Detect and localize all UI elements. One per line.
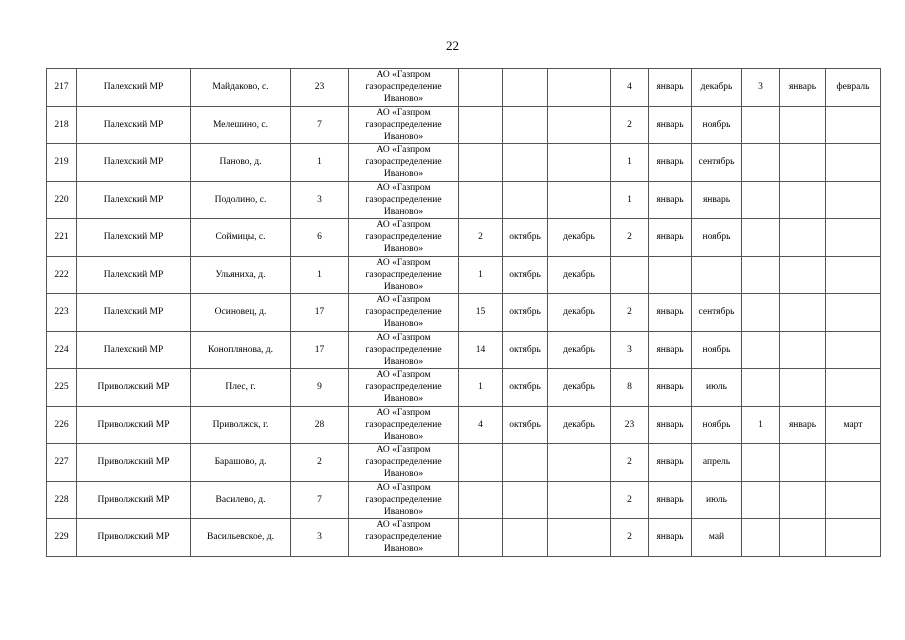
- stage3-end-cell: [826, 106, 881, 144]
- stage3-count-cell: [742, 256, 780, 294]
- table-row: [47, 294, 881, 332]
- row-number-cell: 217: [47, 69, 77, 107]
- operator-organization-cell: [349, 294, 459, 332]
- stage1-count-cell: [459, 519, 503, 557]
- operator-line: Иваново»: [383, 169, 424, 180]
- stage1-count-cell: 15: [459, 294, 503, 332]
- table-body: [47, 69, 881, 557]
- stage2-end-cell: сентябрь: [692, 144, 742, 182]
- row-number-cell: 219: [47, 144, 77, 182]
- operator-organization-cell: [349, 181, 459, 219]
- operator-line: Иваново»: [383, 206, 424, 217]
- operator-organization-cell: [349, 406, 459, 444]
- stage2-end-cell: ноябрь: [692, 219, 742, 257]
- table-row: [47, 144, 881, 182]
- table-row: [47, 181, 881, 219]
- operator-line: Иваново»: [383, 244, 424, 255]
- operator-line: АО «Газпром: [376, 107, 431, 118]
- stage2-start-cell: январь: [649, 144, 692, 182]
- row-number-cell: 220: [47, 181, 77, 219]
- stage1-end-cell: [548, 519, 611, 557]
- total-count-cell: 6: [291, 219, 349, 257]
- stage2-count-cell: 2: [611, 219, 649, 257]
- table-row: [47, 406, 881, 444]
- total-count-cell: 2: [291, 444, 349, 482]
- operator-line: Иваново»: [383, 506, 424, 517]
- total-count-cell: 3: [291, 181, 349, 219]
- stage2-end-cell: январь: [692, 181, 742, 219]
- stage3-start-cell: [780, 331, 826, 369]
- stage2-end-cell: ноябрь: [692, 406, 742, 444]
- operator-line: АО «Газпром: [376, 295, 431, 306]
- stage3-count-cell: [742, 294, 780, 332]
- stage3-count-cell: [742, 369, 780, 407]
- operator-line: газораспределение: [365, 532, 442, 543]
- stage2-start-cell: январь: [649, 219, 692, 257]
- total-count-cell: 7: [291, 481, 349, 519]
- stage3-end-cell: [826, 331, 881, 369]
- operator-line: газораспределение: [365, 157, 442, 168]
- page-number: 22: [446, 38, 459, 53]
- operator-line: Иваново»: [383, 319, 424, 330]
- settlement-name-cell: Плес, г.: [191, 369, 291, 407]
- stage2-end-cell: сентябрь: [692, 294, 742, 332]
- stage3-count-cell: [742, 181, 780, 219]
- operator-line: АО «Газпром: [376, 370, 431, 381]
- stage2-end-cell: [692, 256, 742, 294]
- stage2-count-cell: 2: [611, 519, 649, 557]
- stage1-start-cell: [503, 69, 548, 107]
- stage2-end-cell: ноябрь: [692, 106, 742, 144]
- district-name-cell: Палехский МР: [77, 106, 191, 144]
- stage1-count-cell: [459, 444, 503, 482]
- stage3-start-cell: [780, 219, 826, 257]
- stage1-end-cell: декабрь: [548, 256, 611, 294]
- row-number-cell: 228: [47, 481, 77, 519]
- stage1-end-cell: декабрь: [548, 406, 611, 444]
- operator-line: Иваново»: [383, 431, 424, 442]
- stage2-count-cell: 3: [611, 331, 649, 369]
- total-count-cell: 17: [291, 331, 349, 369]
- row-number-cell: 225: [47, 369, 77, 407]
- stage3-start-cell: [780, 519, 826, 557]
- stage3-start-cell: [780, 294, 826, 332]
- operator-line: Иваново»: [383, 94, 424, 105]
- stage3-end-cell: [826, 181, 881, 219]
- operator-line: газораспределение: [365, 269, 442, 280]
- row-number-cell: 226: [47, 406, 77, 444]
- stage3-end-cell: [826, 481, 881, 519]
- operator-line: газораспределение: [365, 419, 442, 430]
- stage1-end-cell: декабрь: [548, 294, 611, 332]
- operator-line: АО «Газпром: [376, 520, 431, 531]
- stage1-end-cell: [548, 481, 611, 519]
- table-row: [47, 256, 881, 294]
- stage1-end-cell: декабрь: [548, 369, 611, 407]
- stage1-end-cell: [548, 181, 611, 219]
- total-count-cell: 28: [291, 406, 349, 444]
- stage3-end-cell: [826, 294, 881, 332]
- operator-organization-cell: [349, 331, 459, 369]
- row-number-cell: 223: [47, 294, 77, 332]
- stage1-start-cell: [503, 181, 548, 219]
- stage1-count-cell: 14: [459, 331, 503, 369]
- operator-line: АО «Газпром: [376, 257, 431, 268]
- stage1-count-cell: 4: [459, 406, 503, 444]
- stage2-count-cell: 2: [611, 481, 649, 519]
- row-number-cell: 227: [47, 444, 77, 482]
- table-row: [47, 106, 881, 144]
- stage3-start-cell: январь: [780, 406, 826, 444]
- operator-organization-cell: [349, 481, 459, 519]
- operator-line: АО «Газпром: [376, 332, 431, 343]
- district-name-cell: Приволжский МР: [77, 519, 191, 557]
- settlement-name-cell: Коноплянова, д.: [191, 331, 291, 369]
- stage1-count-cell: [459, 481, 503, 519]
- district-name-cell: Приволжский МР: [77, 406, 191, 444]
- settlement-name-cell: Васильевское, д.: [191, 519, 291, 557]
- stage2-end-cell: май: [692, 519, 742, 557]
- operator-organization-cell: [349, 106, 459, 144]
- settlement-name-cell: Василево, д.: [191, 481, 291, 519]
- stage3-start-cell: январь: [780, 69, 826, 107]
- table-row: [47, 69, 881, 107]
- stage2-start-cell: январь: [649, 481, 692, 519]
- stage1-start-cell: [503, 106, 548, 144]
- stage1-end-cell: [548, 444, 611, 482]
- row-number-cell: 221: [47, 219, 77, 257]
- operator-line: АО «Газпром: [376, 482, 431, 493]
- stage2-start-cell: январь: [649, 369, 692, 407]
- stage1-count-cell: [459, 181, 503, 219]
- operator-line: АО «Газпром: [376, 445, 431, 456]
- table-row: [47, 481, 881, 519]
- operator-line: газораспределение: [365, 382, 442, 393]
- stage2-end-cell: ноябрь: [692, 331, 742, 369]
- stage1-count-cell: [459, 69, 503, 107]
- stage2-end-cell: декабрь: [692, 69, 742, 107]
- stage3-count-cell: [742, 331, 780, 369]
- stage2-start-cell: [649, 256, 692, 294]
- stage3-start-cell: [780, 369, 826, 407]
- district-name-cell: Палехский МР: [77, 69, 191, 107]
- stage2-count-cell: 2: [611, 444, 649, 482]
- stage3-end-cell: [826, 219, 881, 257]
- stage1-end-cell: [548, 144, 611, 182]
- district-name-cell: Палехский МР: [77, 181, 191, 219]
- stage3-start-cell: [780, 481, 826, 519]
- stage2-start-cell: январь: [649, 519, 692, 557]
- operator-line: АО «Газпром: [376, 220, 431, 231]
- stage1-count-cell: 2: [459, 219, 503, 257]
- stage1-start-cell: октябрь: [503, 369, 548, 407]
- stage3-end-cell: март: [826, 406, 881, 444]
- operator-organization-cell: [349, 444, 459, 482]
- stage1-count-cell: [459, 144, 503, 182]
- operator-line: газораспределение: [365, 119, 442, 130]
- stage3-count-cell: [742, 519, 780, 557]
- operator-line: Иваново»: [383, 394, 424, 405]
- row-number-cell: 218: [47, 106, 77, 144]
- stage2-count-cell: 1: [611, 181, 649, 219]
- stage2-start-cell: январь: [649, 331, 692, 369]
- settlement-name-cell: Подолино, с.: [191, 181, 291, 219]
- district-name-cell: Палехский МР: [77, 294, 191, 332]
- district-name-cell: Палехский МР: [77, 256, 191, 294]
- stage3-count-cell: [742, 481, 780, 519]
- operator-organization-cell: [349, 256, 459, 294]
- total-count-cell: 7: [291, 106, 349, 144]
- stage2-start-cell: январь: [649, 181, 692, 219]
- district-name-cell: Палехский МР: [77, 331, 191, 369]
- stage2-count-cell: 2: [611, 106, 649, 144]
- settlement-name-cell: Мелешино, с.: [191, 106, 291, 144]
- settlement-name-cell: Приволжск, г.: [191, 406, 291, 444]
- stage3-count-cell: 1: [742, 406, 780, 444]
- stage1-start-cell: [503, 144, 548, 182]
- district-name-cell: Палехский МР: [77, 219, 191, 257]
- stage2-count-cell: [611, 256, 649, 294]
- stage1-end-cell: декабрь: [548, 219, 611, 257]
- operator-line: АО «Газпром: [376, 182, 431, 193]
- stage3-end-cell: [826, 144, 881, 182]
- settlement-name-cell: Ульяниха, д.: [191, 256, 291, 294]
- operator-line: АО «Газпром: [376, 145, 431, 156]
- total-count-cell: 9: [291, 369, 349, 407]
- stage2-start-cell: январь: [649, 294, 692, 332]
- stage1-start-cell: [503, 481, 548, 519]
- stage2-start-cell: январь: [649, 69, 692, 107]
- stage2-end-cell: июль: [692, 369, 742, 407]
- operator-line: газораспределение: [365, 344, 442, 355]
- district-name-cell: Приволжский МР: [77, 369, 191, 407]
- stage1-start-cell: [503, 444, 548, 482]
- operator-organization-cell: [349, 144, 459, 182]
- operator-line: Иваново»: [383, 281, 424, 292]
- total-count-cell: 1: [291, 256, 349, 294]
- stage1-end-cell: [548, 69, 611, 107]
- stage3-end-cell: [826, 444, 881, 482]
- operator-line: Иваново»: [383, 469, 424, 480]
- total-count-cell: 1: [291, 144, 349, 182]
- operator-line: газораспределение: [365, 307, 442, 318]
- operator-line: газораспределение: [365, 494, 442, 505]
- stage2-start-cell: январь: [649, 406, 692, 444]
- stage2-count-cell: 2: [611, 294, 649, 332]
- stage1-end-cell: [548, 106, 611, 144]
- settlement-name-cell: Осиновец, д.: [191, 294, 291, 332]
- table-row: [47, 369, 881, 407]
- stage3-start-cell: [780, 144, 826, 182]
- district-name-cell: Приволжский МР: [77, 444, 191, 482]
- stage2-count-cell: 23: [611, 406, 649, 444]
- stage3-start-cell: [780, 106, 826, 144]
- stage2-count-cell: 1: [611, 144, 649, 182]
- operator-line: Иваново»: [383, 544, 424, 555]
- stage1-end-cell: декабрь: [548, 331, 611, 369]
- table-row: [47, 331, 881, 369]
- stage2-end-cell: апрель: [692, 444, 742, 482]
- table-row: [47, 519, 881, 557]
- stage1-count-cell: [459, 106, 503, 144]
- table-row: [47, 444, 881, 482]
- settlement-name-cell: Майдаково, с.: [191, 69, 291, 107]
- settlement-name-cell: Барашово, д.: [191, 444, 291, 482]
- stage2-end-cell: июль: [692, 481, 742, 519]
- stage3-count-cell: [742, 144, 780, 182]
- operator-organization-cell: [349, 219, 459, 257]
- operator-line: газораспределение: [365, 457, 442, 468]
- table-row: [47, 219, 881, 257]
- operator-line: газораспределение: [365, 232, 442, 243]
- stage3-end-cell: [826, 256, 881, 294]
- stage1-start-cell: октябрь: [503, 219, 548, 257]
- stage3-start-cell: [780, 181, 826, 219]
- stage2-start-cell: январь: [649, 444, 692, 482]
- settlement-name-cell: Паново, д.: [191, 144, 291, 182]
- stage3-count-cell: 3: [742, 69, 780, 107]
- stage3-end-cell: [826, 369, 881, 407]
- settlement-name-cell: Соймицы, с.: [191, 219, 291, 257]
- row-number-cell: 229: [47, 519, 77, 557]
- stage1-start-cell: октябрь: [503, 331, 548, 369]
- operator-line: АО «Газпром: [376, 407, 431, 418]
- stage1-start-cell: октябрь: [503, 406, 548, 444]
- total-count-cell: 23: [291, 69, 349, 107]
- stage3-count-cell: [742, 444, 780, 482]
- stage3-start-cell: [780, 256, 826, 294]
- district-name-cell: Палехский МР: [77, 144, 191, 182]
- stage1-count-cell: 1: [459, 369, 503, 407]
- stage3-count-cell: [742, 219, 780, 257]
- stage3-end-cell: февраль: [826, 69, 881, 107]
- total-count-cell: 3: [291, 519, 349, 557]
- operator-organization-cell: [349, 519, 459, 557]
- total-count-cell: 17: [291, 294, 349, 332]
- stage2-start-cell: январь: [649, 106, 692, 144]
- operator-line: газораспределение: [365, 82, 442, 93]
- stage1-count-cell: 1: [459, 256, 503, 294]
- district-name-cell: Приволжский МР: [77, 481, 191, 519]
- operator-line: Иваново»: [383, 131, 424, 142]
- gasification-schedule-table: [46, 68, 881, 557]
- stage1-start-cell: октябрь: [503, 294, 548, 332]
- stage1-start-cell: октябрь: [503, 256, 548, 294]
- operator-organization-cell: [349, 69, 459, 107]
- row-number-cell: 224: [47, 331, 77, 369]
- row-number-cell: 222: [47, 256, 77, 294]
- operator-line: газораспределение: [365, 194, 442, 205]
- operator-organization-cell: [349, 369, 459, 407]
- stage1-start-cell: [503, 519, 548, 557]
- stage2-count-cell: 4: [611, 69, 649, 107]
- stage3-end-cell: [826, 519, 881, 557]
- operator-line: Иваново»: [383, 356, 424, 367]
- operator-line: АО «Газпром: [376, 70, 431, 81]
- stage3-start-cell: [780, 444, 826, 482]
- stage3-count-cell: [742, 106, 780, 144]
- stage2-count-cell: 8: [611, 369, 649, 407]
